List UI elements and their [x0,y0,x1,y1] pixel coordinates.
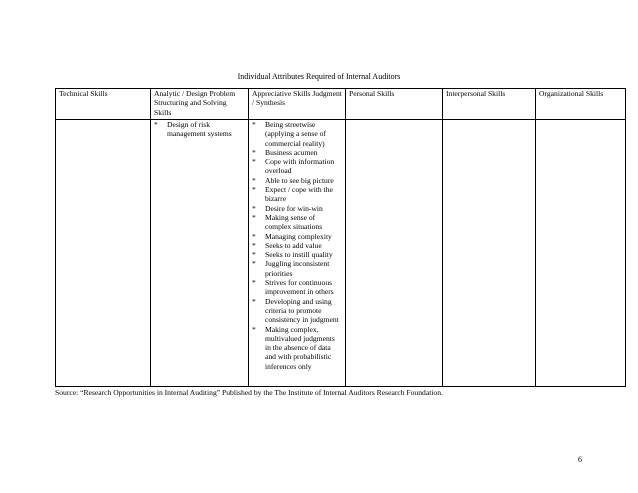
bullet-asterisk: * [252,324,256,334]
table-row [56,120,626,387]
bullet-asterisk: * [252,147,256,157]
list-item-text: Developing and using criteria to promote consistency in judgment [265,296,339,325]
list-item-text: Making sense of complex situations [265,212,323,232]
list-item [252,185,342,204]
list-item-text: Cope with information overload [265,157,335,176]
list-item [252,241,342,250]
list-item [252,148,342,157]
list-item [252,325,342,371]
bullet-asterisk: * [252,120,256,129]
bullet-asterisk: * [252,231,256,241]
list-item [252,204,342,213]
list-item-text: Design of risk management systems [167,120,232,139]
list-item [252,250,342,259]
column-header-interpersonal-skills: Interpersonal Skills [443,89,536,120]
bullet-asterisk: * [252,250,256,260]
bullet-asterisk: * [252,157,256,167]
bullet-asterisk: * [252,296,256,306]
list-item-text: Expect / cope with the bizarre [265,185,333,204]
list-item-text: Desire for win-win [265,203,323,213]
list-item [252,259,342,278]
bullet-asterisk: * [252,212,256,222]
attributes-table [55,88,626,387]
list-item-text: Making complex, multivalued judgments in the absence of data and with probabilistic inferences only [265,324,335,371]
page-number: 6 [578,455,582,464]
list-item-text: Being streetwise (applying a sense of commercial reality) [265,120,326,148]
list-item [154,120,245,139]
source-note: Source: “Research Opportunities in Internal Auditing” Published by the The Institute of Internal Auditors Research Foundation. [55,388,443,397]
list-item [252,213,342,232]
table-header-row [56,89,626,120]
list-item-text: Managing complexity [265,231,332,241]
list-item-text: Seeks to add value [265,240,322,250]
column-header-technical-skills: Technical Skills [56,89,151,120]
list-item-text: Seeks to instill quality [265,250,333,260]
list-item [252,176,342,185]
list-item-text: Business acumen [265,147,318,157]
list-item [252,297,342,325]
cell-appreciative-skills [249,120,346,387]
bullet-asterisk: * [252,278,256,288]
list-item [252,120,342,148]
column-header-appreciative-skills: Appreciative Skills Judgment / Synthesis [249,89,346,120]
list-item-text: Able to see big picture [265,175,334,185]
bullet-asterisk: * [252,259,256,269]
bullet-asterisk: * [252,185,256,195]
cell-personal-skills [346,120,443,387]
column-header-organizational-skills: Organizational Skills [536,89,626,120]
list-item [252,278,342,297]
cell-interpersonal-skills [443,120,536,387]
cell-technical-skills [56,120,151,387]
page-title: Individual Attributes Required of Internal Auditors [237,72,401,81]
list-item [252,232,342,241]
list-item [252,157,342,176]
bullet-asterisk: * [252,240,256,250]
list-item-text: Strives for continuous improvement in others [265,278,334,297]
cell-analytic-design-skills [151,120,249,387]
bullet-asterisk: * [154,120,158,129]
column-header-analytic-design-skills: Analytic / Design Problem Structuring and Solving Skills [151,89,249,120]
bullet-asterisk: * [252,203,256,213]
cell-organizational-skills [536,120,626,387]
column-header-personal-skills: Personal Skills [346,89,443,120]
bullet-asterisk: * [252,175,256,185]
list-item-text: Juggling inconsistent priorities [265,259,330,278]
